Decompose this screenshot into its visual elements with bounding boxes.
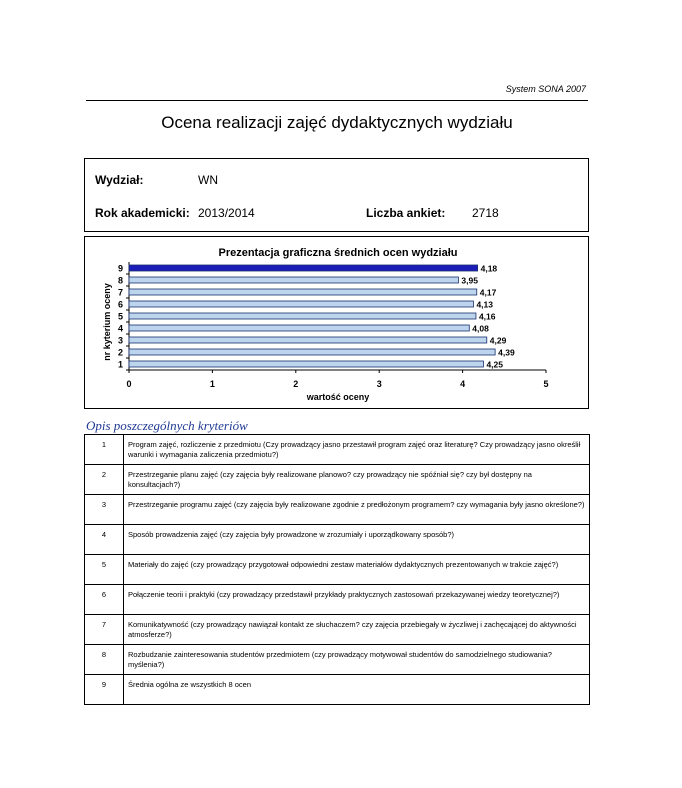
x-tick-label: 5 [543, 379, 549, 389]
system-name: System SONA 2007 [505, 84, 586, 94]
bar [129, 313, 476, 319]
y-tick-label: 7 [117, 287, 123, 298]
criteria-number: 2 [85, 465, 124, 495]
data-label: 4,39 [498, 347, 515, 358]
criteria-number: 4 [85, 525, 124, 555]
y-tick-label: 8 [117, 275, 123, 286]
y-tick-label: 2 [117, 347, 123, 358]
y-tick-label: 9 [117, 263, 123, 274]
header-divider [86, 100, 588, 101]
rok-value: 2013/2014 [198, 206, 255, 220]
criteria-row [85, 675, 590, 705]
criteria-row [85, 465, 590, 495]
criteria-description: Rozbudzanie zainteresowania studentów przedmiotem (czy prowadzący motywował studentów do samodzielnego studiowania? myślenia?) [124, 645, 590, 675]
info-box [84, 158, 589, 232]
criteria-row [85, 525, 590, 555]
criteria-description: Materiały do zajęć (czy prowadzący przygotował odpowiedni zestaw materiałów dydaktycznych prezentowanych w trakcie zajęć?) [124, 555, 590, 585]
data-label: 3,95 [461, 275, 478, 286]
criteria-description: Połączenie teorii i praktyki (czy prowadzący przedstawił przykłady praktycznych zastosowań przekazywanej wiedzy teoretycznej?) [124, 585, 590, 615]
x-tick-label: 4 [460, 379, 466, 389]
criteria-number: 3 [85, 495, 124, 525]
page-title: Ocena realizacji zajęć dydaktycznych wydziału [161, 113, 513, 132]
criteria-row [85, 645, 590, 675]
bar [129, 277, 458, 283]
ankiety-label: Liczba ankiet: [366, 206, 446, 220]
data-label: 4,17 [479, 287, 497, 298]
criteria-table [84, 434, 590, 705]
y-tick-label: 5 [117, 311, 123, 322]
bar [129, 337, 487, 343]
criteria-row [85, 555, 590, 585]
chart-x-axis-label: wartość oceny [306, 392, 370, 402]
x-tick-label: 3 [376, 379, 382, 389]
criteria-row [85, 435, 590, 465]
ankiety-value: 2718 [472, 206, 499, 220]
x-tick-label: 1 [209, 379, 215, 389]
bar [129, 361, 483, 367]
y-tick-label: 1 [117, 359, 123, 370]
data-label: 4,18 [480, 263, 498, 274]
criteria-description: Średnia ogólna ze wszystkich 8 ocen [124, 675, 590, 705]
wydzial-label: Wydział: [95, 173, 144, 187]
bar [129, 289, 477, 295]
criteria-description: Przestrzeganie programu zajęć (czy zajęcia były realizowane zgodnie z predłożonym programem? czy wymagania były jasno określone?) [124, 495, 590, 525]
criteria-description: Program zajęć, rozliczenie z przedmiotu (Czy prowadzący jasno przestawił program zajęć oraz literaturę? Czy prowadzący jasno określił warunki i wymagania zaliczenia przedmiotu?) [124, 435, 590, 465]
bar-chart [85, 237, 590, 410]
criteria-number: 5 [85, 555, 124, 585]
criteria-description: Komunikatywność (czy prowadzący nawiązał kontakt ze słuchaczem? czy zajęcia przebiegały w życzliwej i zachęcającej do aktywności atmosferze?) [124, 615, 590, 645]
criteria-number: 1 [85, 435, 124, 465]
criteria-row [85, 615, 590, 645]
data-label: 4,29 [489, 335, 507, 346]
chart-box [84, 236, 589, 409]
data-label: 4,13 [476, 299, 493, 310]
criteria-description: Przestrzeganie planu zajęć (czy zajęcia były realizowane planowo? czy prowadzący nie spóźniał się? czy był dostępny na konsultacjach?) [124, 465, 590, 495]
criteria-number: 6 [85, 585, 124, 615]
chart-title: Prezentacja graficzna średnich ocen wydziału [218, 247, 458, 259]
criteria-title: Opis poszczególnych kryteriów [86, 418, 248, 433]
criteria-description: Sposób prowadzenia zajęć (czy zajęcia były prowadzone w zrozumiały i uporządkowany sposób?) [124, 525, 590, 555]
y-tick-label: 6 [117, 299, 123, 310]
x-tick-label: 0 [126, 379, 132, 389]
bar [129, 265, 478, 271]
y-tick-label: 4 [117, 323, 123, 334]
bar [129, 349, 495, 355]
criteria-number: 9 [85, 675, 124, 705]
criteria-number: 8 [85, 645, 124, 675]
x-tick-label: 2 [293, 379, 299, 389]
bar [129, 301, 473, 307]
y-tick-label: 3 [117, 335, 123, 346]
bar [129, 325, 469, 331]
criteria-row [85, 495, 590, 525]
data-label: 4,08 [472, 323, 489, 334]
wydzial-value: WN [198, 173, 218, 187]
chart-y-axis-label: nr kyterium oceny [102, 283, 112, 361]
criteria-number: 7 [85, 615, 124, 645]
data-label: 4,16 [478, 311, 496, 322]
criteria-row [85, 585, 590, 615]
rok-label: Rok akademicki: [95, 206, 190, 220]
data-label: 4,25 [486, 359, 503, 370]
